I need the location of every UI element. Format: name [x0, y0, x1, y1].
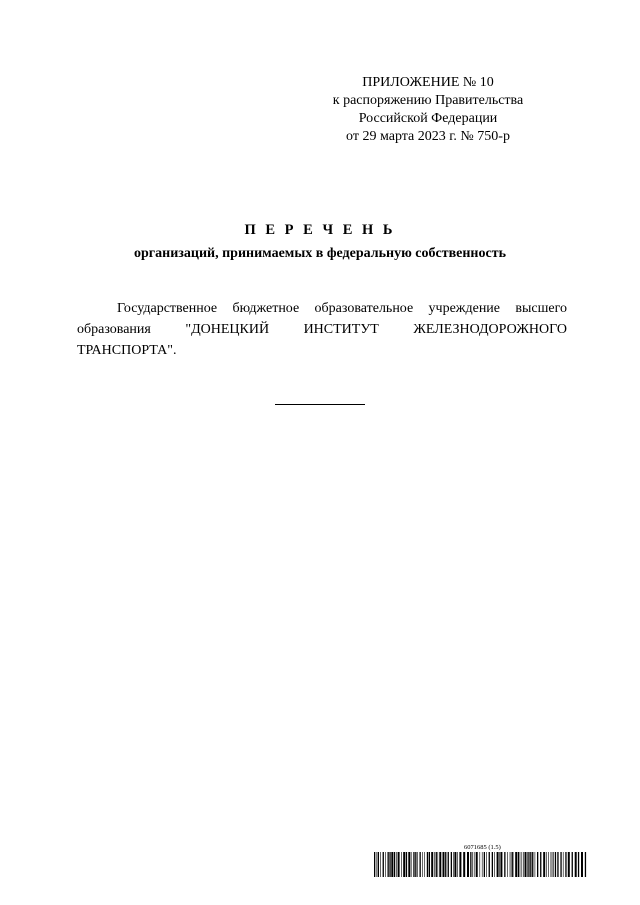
closing-rule: [275, 404, 365, 405]
appendix-number: ПРИЛОЖЕНИЕ № 10: [362, 75, 494, 90]
appendix-header: [298, 74, 558, 146]
appendix-government: Российской Федерации: [358, 111, 498, 126]
document-title: П Е Р Е Ч Е Н Ь: [244, 222, 396, 238]
document-subtitle: организаций, принимаемых в федеральную собственность: [134, 246, 506, 261]
barcode-image: [374, 852, 589, 877]
organization-entry: Государственное бюджетное образовательное учреждение высшего образования "ДОНЕЦКИЙ ИНСТИТУТ ЖЕЛЕЗНОДОРОЖНОГО ТРАНСПОРТА".: [77, 301, 567, 358]
appendix-date-number: от 29 марта 2023 г. № 750-р: [346, 129, 510, 144]
appendix-order-ref: к распоряжению Правительства: [332, 93, 524, 108]
document-code: 6071685 (1.5): [464, 844, 501, 851]
